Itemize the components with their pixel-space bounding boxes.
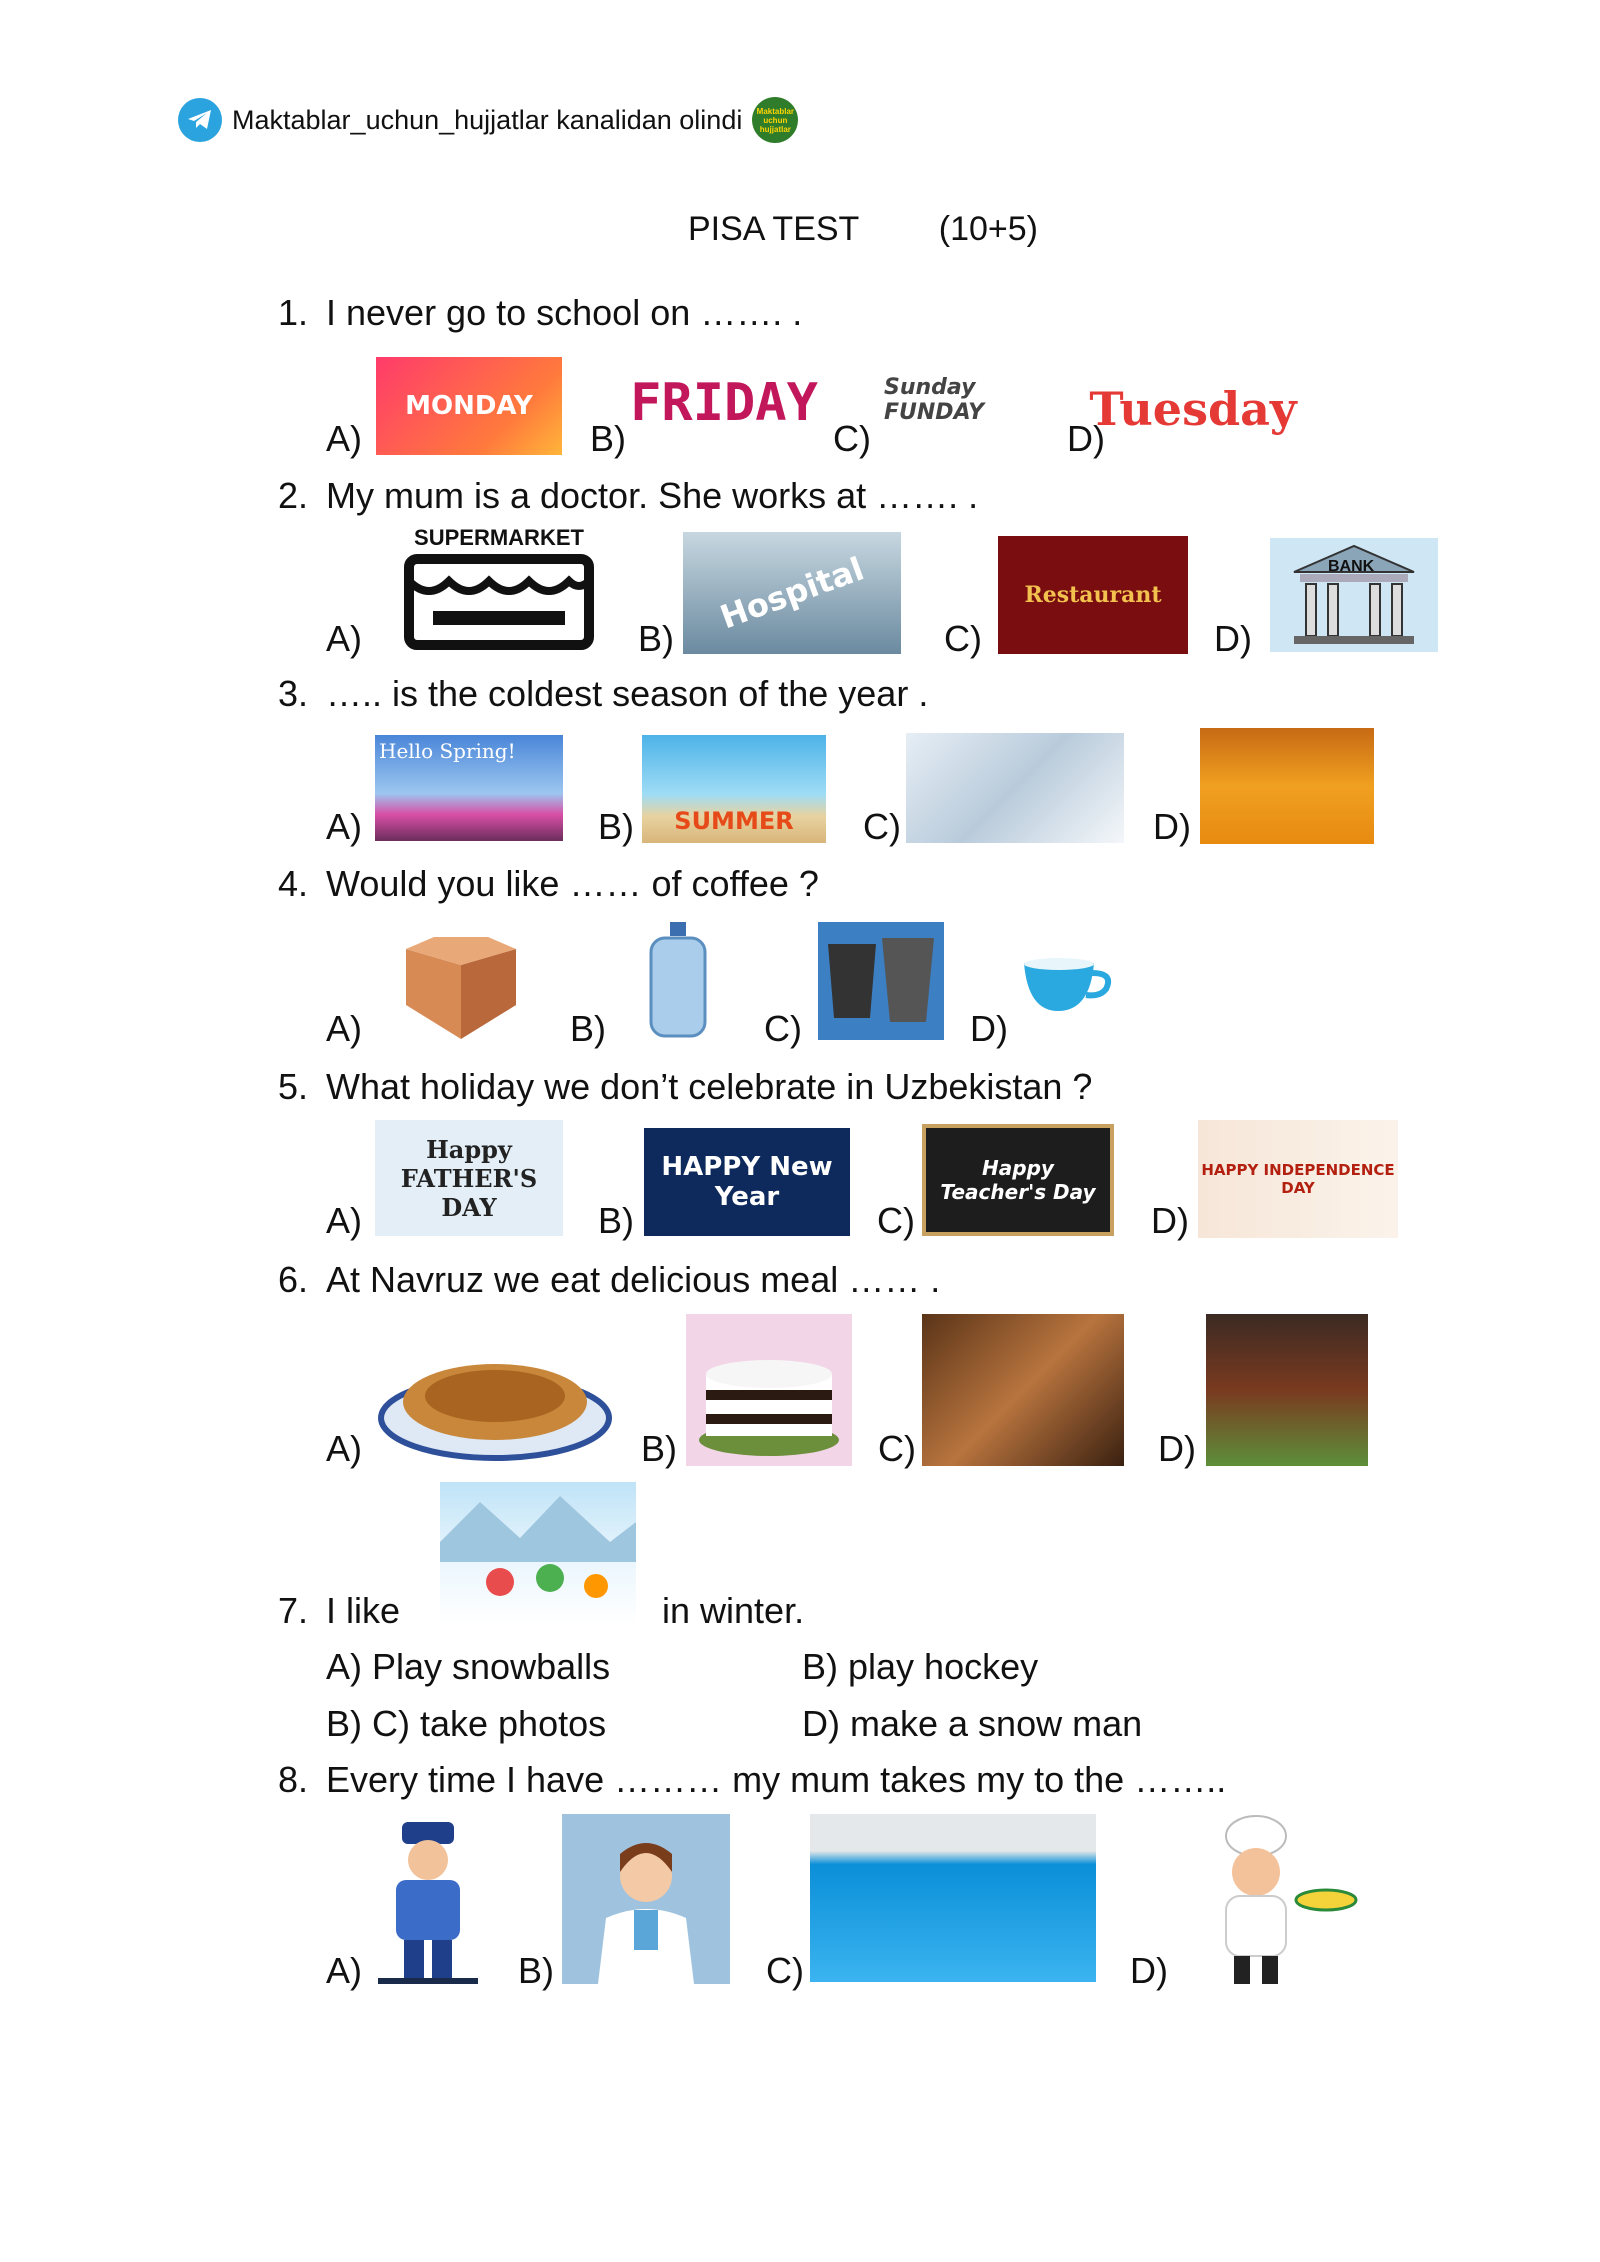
option-label-b: B)	[518, 1950, 554, 1991]
bank-image: BANK	[1270, 538, 1438, 652]
test-name: PISA TEST	[688, 210, 860, 248]
option-label-b: B)	[570, 1008, 606, 1049]
question-3: 3. ….. is the coldest season of the year .	[278, 673, 929, 714]
independence-day-image: HAPPY INDEPENDENCE DAY	[1198, 1120, 1398, 1238]
tuesday-image: Tuesday	[1089, 382, 1297, 436]
plov-image	[376, 1340, 614, 1466]
friday-image: FRIDAY	[630, 373, 818, 433]
question-7-end: in winter.	[662, 1590, 805, 1631]
question-8: 8. Every time I have ……… my mum takes my to the ……..	[278, 1759, 1227, 1800]
option-c: B) C) take photos	[326, 1703, 607, 1744]
option-label-c: C)	[833, 418, 871, 459]
question-4: 4. Would you like …… of coffee ?	[278, 863, 819, 904]
option-b: B) play hockey	[802, 1646, 1039, 1687]
spring-image: Hello Spring!	[375, 735, 563, 841]
option-label-a: A)	[326, 1428, 362, 1469]
option-a: A) Play snowballs	[326, 1646, 611, 1687]
autumn-image	[1200, 728, 1374, 844]
winter-image	[906, 733, 1124, 843]
restaurant-image: Restaurant	[998, 536, 1188, 654]
question-1: 1. I never go to school on ……. .	[278, 292, 803, 333]
option-label-d: D)	[1214, 618, 1252, 659]
page-title	[688, 210, 1038, 249]
option-label-c: C)	[764, 1008, 802, 1049]
test-points: (10+5)	[938, 210, 1039, 248]
question-5: 5. What holiday we don’t celebrate in Uzbekistan ?	[278, 1066, 1093, 1107]
option-label-d: D)	[1158, 1428, 1196, 1469]
supermarket-image: SUPERMARKET	[393, 525, 605, 657]
shashlik-image	[1206, 1314, 1368, 1466]
hospital-image: Hospital	[683, 532, 901, 654]
cup-image	[1020, 955, 1116, 1015]
fathers-day-image: Happy FATHER'S DAY	[375, 1120, 563, 1236]
monday-image: MONDAY	[376, 357, 562, 455]
option-label-c: C)	[766, 1950, 804, 1991]
doctor-image	[562, 1814, 730, 1984]
option-label-a: A)	[326, 618, 362, 659]
option-label-c: C)	[877, 1200, 915, 1241]
option-label-d: D)	[1153, 806, 1191, 847]
option-label-d: D)	[1067, 418, 1105, 459]
option-label-d: D)	[970, 1008, 1008, 1049]
question-2: 2. My mum is a doctor. She works at ……. .	[278, 475, 979, 516]
option-label-a: A)	[326, 1008, 362, 1049]
option-label-b: B)	[638, 618, 674, 659]
bucket-image	[818, 922, 944, 1040]
question-7: 7. I like	[278, 1590, 401, 1631]
snowball-kids-image	[440, 1482, 636, 1624]
option-d: D) make a snow man	[802, 1703, 1143, 1744]
source-header	[178, 95, 798, 145]
option-label-b: B)	[598, 806, 634, 847]
option-label-a: A)	[326, 418, 362, 459]
option-label-d: D)	[1151, 1200, 1189, 1241]
new-year-image: HAPPY New Year	[644, 1128, 850, 1236]
option-label-c: C)	[878, 1428, 916, 1469]
channel-badge-icon: Maktablar uchun hujjatlar	[752, 97, 798, 143]
option-label-d: D)	[1130, 1950, 1168, 1991]
sunday-image: Sunday FUNDAY	[884, 375, 984, 425]
chef-image	[1186, 1812, 1358, 1990]
option-label-b: B)	[598, 1200, 634, 1241]
teachers-day-image: Happy Teacher's Day	[922, 1124, 1114, 1236]
box-image	[398, 935, 524, 1043]
option-label-b: B)	[590, 418, 626, 459]
option-label-b: B)	[641, 1428, 677, 1469]
option-label-a: A)	[326, 1200, 362, 1241]
option-label-a: A)	[326, 806, 362, 847]
option-label-c: C)	[863, 806, 901, 847]
swimming-pool-image	[810, 1814, 1096, 1982]
option-label-c: C)	[944, 618, 982, 659]
cake-image	[686, 1314, 852, 1466]
bottle-image	[643, 920, 713, 1040]
sumalak-image	[922, 1314, 1124, 1466]
telegram-icon	[178, 98, 222, 142]
source-text: Maktablar_uchun_hujjatlar kanalidan olindi	[232, 104, 743, 135]
summer-image: SUMMER	[642, 735, 826, 843]
option-label-a: A)	[326, 1950, 362, 1991]
question-6: 6. At Navruz we eat delicious meal …… .	[278, 1259, 941, 1300]
policeman-image	[374, 1818, 482, 1986]
